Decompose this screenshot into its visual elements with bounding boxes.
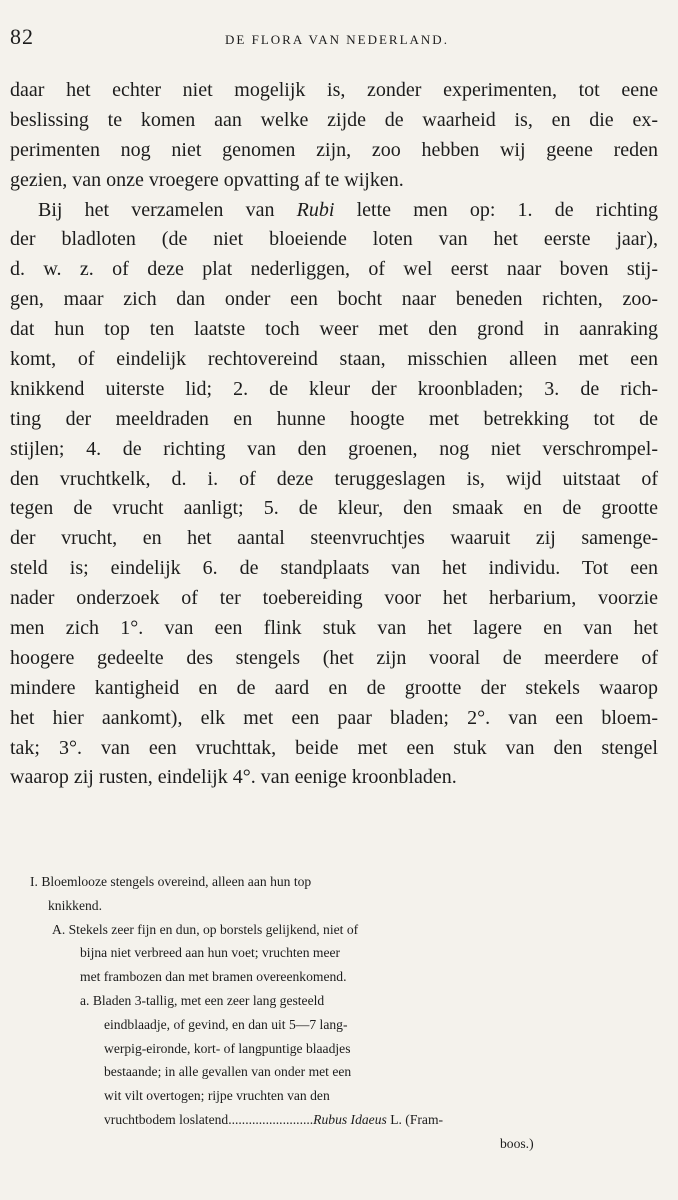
key-line: met frambozen dan met bramen overeenkomend. bbox=[80, 969, 347, 985]
text-line: daar het echter niet mogelijk is, zonder experimenten, tot eene bbox=[10, 79, 658, 101]
text-line: tegen de vrucht aanligt; 5. de kleur, den smaak en de grootte bbox=[10, 497, 658, 520]
text-fragment: lette men op: 1. de richting bbox=[334, 198, 658, 221]
main-paragraphs bbox=[10, 76, 658, 793]
page-header bbox=[10, 24, 664, 54]
text-line: hoogere gedeelte des stengels (het zijn vooral de meerdere of bbox=[10, 646, 658, 669]
key-line-species bbox=[30, 1108, 660, 1132]
key-line: bestaande; in alle gevallen van onder met een bbox=[104, 1064, 352, 1080]
identification-key bbox=[30, 870, 660, 1156]
key-line: a. Bladen 3-tallig, met een zeer lang gesteeld bbox=[80, 992, 325, 1008]
key-line: wit vilt overtogen; rijpe vruchten van den bbox=[104, 1088, 330, 1104]
text-line: der bladloten (de niet bloeiende loten van het eerste jaar), bbox=[10, 228, 658, 251]
text-line: waarop zij rusten, eindelijk 4°. van eenige kroonbladen. bbox=[10, 766, 457, 789]
text-line: ting der meeldraden en hunne hoogte met betrekking tot de bbox=[10, 407, 658, 430]
text-line: stijlen; 4. de richting van den groenen, nog niet verschrompel- bbox=[10, 437, 658, 460]
text-line: der vrucht, en het aantal steenvruchtjes waaruit zij samenge- bbox=[10, 527, 658, 550]
key-line: knikkend. bbox=[48, 897, 102, 913]
text-line: mindere kantigheid en de aard en de grootte der stekels waarop bbox=[10, 676, 658, 699]
text-fragment: Bij het verzamelen van bbox=[38, 198, 297, 221]
text-line: gen, maar zich dan onder een bocht naar beneden richten, zoo- bbox=[10, 288, 658, 311]
text-line: gezien, van onze vroegere opvatting af te wijken. bbox=[10, 168, 404, 191]
running-title: DE FLORA VAN NEDERLAND. bbox=[225, 32, 449, 47]
key-line: A. Stekels zeer fijn en dun, op borstels gelijkend, niet of bbox=[52, 921, 359, 937]
text-line: knikkend uiterste lid; 2. de kleur der kroonbladen; 3. de rich- bbox=[10, 377, 658, 400]
text-line: het hier aankomt), elk met een paar bladen; 2°. van een bloem- bbox=[10, 706, 658, 729]
text-line: dat hun top ten laatste toch weer met den grond in aanraking bbox=[10, 318, 658, 341]
key-line: werpig-eironde, kort- of langpuntige blaadjes bbox=[104, 1040, 351, 1056]
key-line: I. Bloemlooze stengels overeind, alleen aan hun top bbox=[30, 874, 312, 889]
key-line: eindblaadje, of gevind, en dan uit 5—7 lang- bbox=[104, 1016, 348, 1032]
text-line: steld is; eindelijk 6. de standplaats van het individu. Tot een bbox=[10, 557, 658, 580]
page-number: 82 bbox=[10, 24, 34, 49]
text-line: perimenten nog niet genomen zijn, zoo hebben wij geene reden bbox=[10, 138, 658, 161]
species-name: Rubus Idaeus bbox=[313, 1111, 387, 1127]
text-line: nader onderzoek of ter toebereiding voor het herbarium, voorzie bbox=[10, 587, 658, 610]
text-line-italic bbox=[10, 196, 658, 226]
text-line: den vruchtkelk, d. i. of deze teruggeslagen is, wijd uitstaat of bbox=[10, 467, 658, 490]
key-line: boos.) bbox=[500, 1135, 534, 1151]
text-line: komt, of eindelijk rechtovereind staan, misschien alleen met een bbox=[10, 348, 658, 371]
key-line: bijna niet verbreed aan hun voet; vruchten meer bbox=[80, 945, 341, 961]
text-line: tak; 3°. van een vruchttak, beide met een stuk van den stengel bbox=[10, 736, 658, 759]
text-line: d. w. z. of deze plat nederliggen, of wel eerst naar boven stij- bbox=[10, 258, 658, 281]
species-authority: L. (Fram- bbox=[386, 1111, 444, 1127]
key-line-dots: vruchtbodem loslatend......................... bbox=[104, 1111, 314, 1127]
text-line: beslissing te komen aan welke zijde de waarheid is, en die ex- bbox=[10, 108, 658, 131]
genus-name: Rubi bbox=[296, 198, 335, 221]
text-line: men zich 1°. van een flink stuk van het lagere en van het bbox=[10, 617, 658, 640]
